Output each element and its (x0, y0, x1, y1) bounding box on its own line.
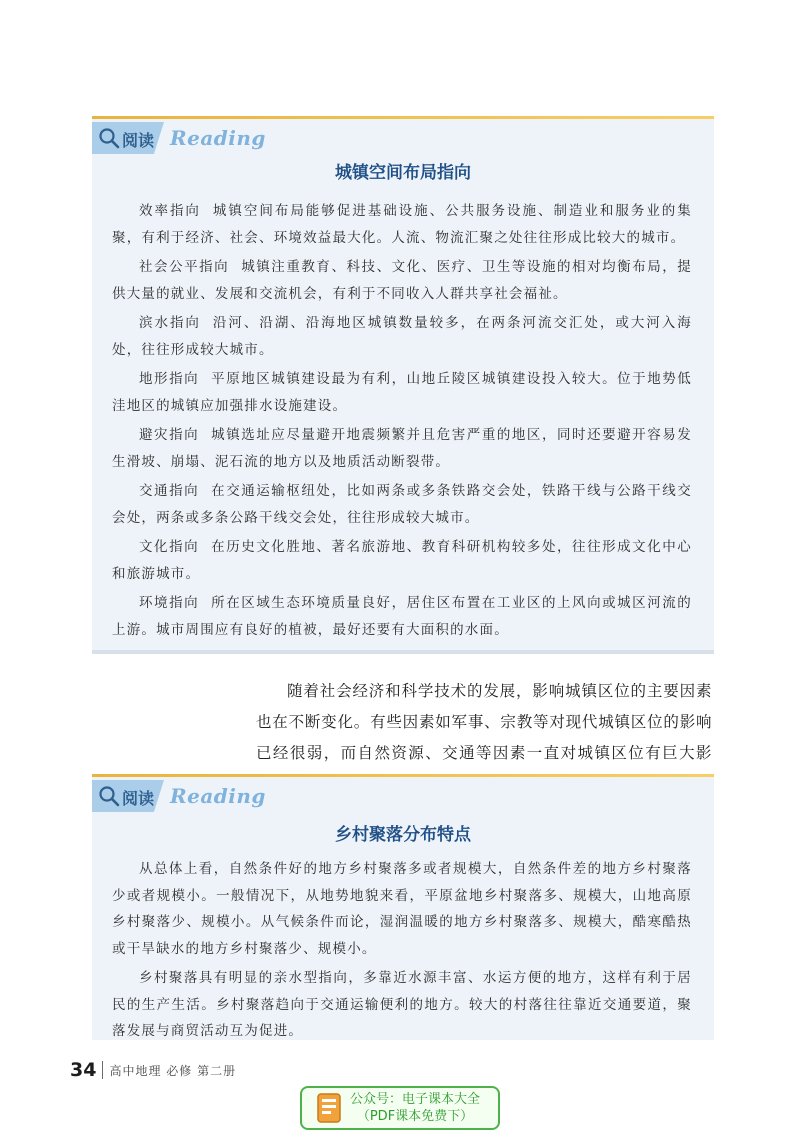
book-title: 高中地理 必修 第二册 (109, 1063, 237, 1078)
panel-bottom-border (92, 650, 714, 654)
page-number: 34 (70, 1059, 97, 1081)
watermark-badge (300, 1086, 500, 1130)
watermark-line-2: （PDF课本免费下） (356, 1109, 474, 1124)
book-icon (316, 1092, 342, 1124)
panel-paragraphs (112, 198, 692, 646)
panel-top-border (92, 774, 714, 777)
paragraph-lead: 社会公平指向 (139, 259, 230, 275)
paragraph (112, 198, 692, 251)
paragraph (112, 478, 692, 531)
paragraph-lead: 避灾指向 (139, 427, 200, 443)
page-footer (70, 1056, 236, 1084)
reading-panel-urban-layout (92, 116, 714, 654)
reading-tag (92, 122, 266, 154)
paragraph-text: 沿河、沿湖、沿海地区城镇数量较多，在两条河流交汇处，或大河入海处，往往形成较大城市。 (112, 315, 692, 358)
paragraph: 乡村聚落具有明显的亲水型指向，多靠近水源丰富、水运方便的地方，这样有利于居民的生产生活。乡村聚落趋向于交通运输便利的地方。较大的村落往往靠近交通要道，聚落发展与商贸活动互为促进。 (112, 970, 692, 1039)
tag-label: 阅读 (122, 789, 155, 808)
panel-title: 城镇空间布局指向 (335, 163, 471, 183)
watermark-text (350, 1091, 480, 1125)
paragraph-lead: 环境指向 (139, 595, 200, 611)
paragraph-text: 所在区域生态环境质量良好，居住区布置在工业区的上风向或城区河流的上游。城市周围应有良好的植被，最好还要有大面积的水面。 (112, 595, 692, 638)
paragraph-text: 城镇注重教育、科技、文化、医疗、卫生等设施的相对均衡布局，提供大量的就业、发展和交流机会，有利于不同收入人群共享社会福祉。 (112, 259, 693, 302)
paragraph-text: 在交通运输枢纽处，比如两条或多条铁路交会处，铁路干线与公路干线交会处，两条或多条公路干线交会处，往往形成较大城市。 (112, 483, 692, 526)
paragraph (112, 422, 692, 475)
paragraph-text: 平原地区城镇建设最为有利，山地丘陵区城镇建设投入较大。位于地势低洼地区的城镇应加强排水设施建设。 (112, 371, 692, 414)
paragraph (112, 254, 692, 307)
tag-label: 阅读 (122, 131, 155, 150)
reading-panel-rural-settlement (92, 774, 714, 1040)
tag-reading-text: Reading (170, 126, 266, 150)
watermark-line-1: 公众号：电子课本大全 (350, 1092, 481, 1107)
paragraph-lead: 文化指向 (139, 539, 200, 555)
paragraph-lead: 滨水指向 (139, 315, 201, 331)
paragraph-lead: 交通指向 (139, 483, 200, 499)
reading-tag (92, 780, 266, 812)
magnifier-icon (98, 127, 120, 149)
paragraph-lead: 地形指向 (139, 371, 200, 387)
paragraph-text: 在历史文化胜地、著名旅游地、教育科研机构较多处，往往形成文化中心和旅游城市。 (112, 539, 692, 582)
paragraph (112, 366, 692, 419)
tag-reading-text: Reading (170, 784, 266, 808)
paragraph-lead: 效率指向 (139, 203, 201, 219)
panel-paragraphs (112, 856, 692, 1048)
footer-divider (102, 1061, 103, 1079)
panel-title: 乡村聚落分布特点 (335, 825, 471, 845)
paragraph-text: 城镇空间布局能够促进基础设施、公共服务设施、制造业和服务业的集聚，有利于经济、社会、环境效益最大化。人流、物流汇聚之处往往形成比较大的城市。 (112, 203, 692, 246)
panel-top-border (92, 116, 714, 119)
magnifier-icon (98, 785, 120, 807)
body-paragraph: 随着社会经济和科学技术的发展，影响城镇区位的主要因素也在不断变化。有些因素如军事、宗教等对现代城镇区位的影响已经很弱，而自然资源、交通等因素一直对城镇区位有巨大影 (256, 682, 712, 762)
paragraph (112, 590, 692, 643)
paragraph-text: 城镇选址应尽量避开地震频繁并且危害严重的地区，同时还要避开容易发生滑坡、崩塌、泥石流的地方以及地质活动断裂带。 (112, 427, 692, 470)
paragraph (112, 534, 692, 587)
paragraph (112, 310, 692, 363)
paragraph: 从总体上看，自然条件好的地方乡村聚落多或者规模大，自然条件差的地方乡村聚落少或者规模小。一般情况下，从地势地貌来看，平原盆地乡村聚落多、规模大，山地高原乡村聚落少、规模小。从气候条件而论，湿润温暖的地方乡村聚落多、规模大，酷寒酷热或干旱缺水的地方乡村聚落少、规模小。 (112, 861, 692, 957)
